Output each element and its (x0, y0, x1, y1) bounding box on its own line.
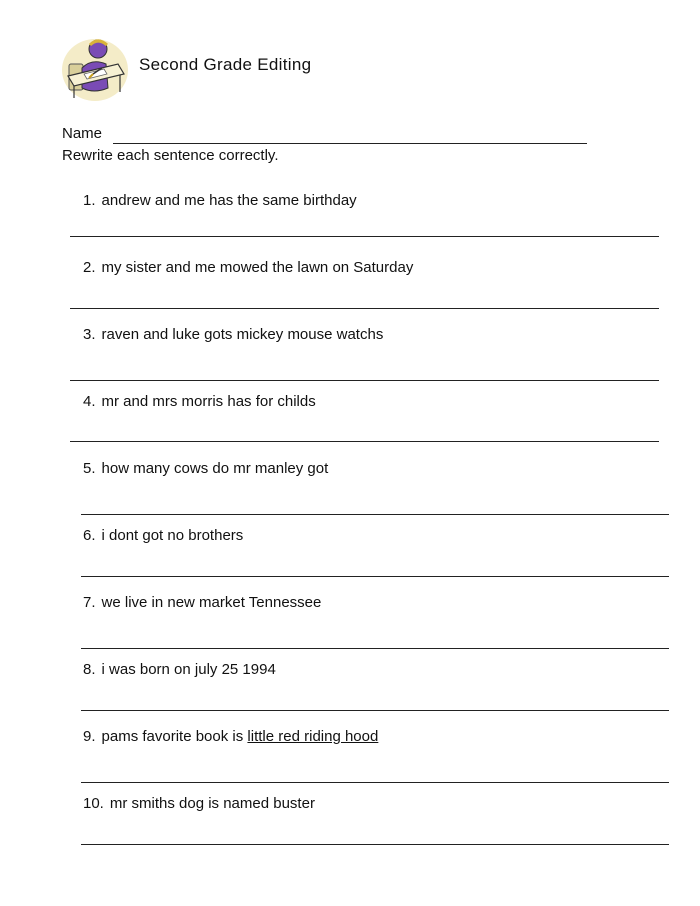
item-number: 7. (83, 594, 96, 611)
sentence-item (83, 259, 413, 276)
sentence-item (83, 594, 321, 611)
item-number: 9. (83, 728, 96, 745)
answer-line[interactable] (70, 380, 659, 381)
answer-line[interactable] (70, 441, 659, 442)
sentence-text: we live in new market Tennessee (101, 594, 322, 611)
instructions: Rewrite each sentence correctly. (62, 147, 279, 164)
item-number: 1. (83, 192, 96, 209)
answer-line[interactable] (81, 648, 669, 649)
answer-line[interactable] (70, 236, 659, 237)
sentence-text: raven and luke gots mickey mouse watchs (101, 326, 384, 343)
sentence-text: i dont got no brothers (101, 527, 244, 544)
sentence-item (83, 795, 315, 812)
name-answer-line[interactable] (113, 143, 587, 144)
sentence-text: mr smiths dog is named buster (109, 795, 315, 812)
answer-line[interactable] (81, 576, 669, 577)
underlined-book-title: little red riding hood (247, 728, 379, 745)
sentence-item (83, 192, 357, 209)
answer-line[interactable] (70, 308, 659, 309)
answer-line[interactable] (81, 710, 669, 711)
sentence-item (83, 460, 328, 477)
sentence-text: i was born on july 25 1994 (101, 661, 276, 678)
item-number: 3. (83, 326, 96, 343)
item-number: 4. (83, 393, 96, 410)
sentence-text: how many cows do mr manley got (101, 460, 329, 477)
sentence-text: mr and mrs morris has for childs (101, 393, 316, 410)
item-number: 8. (83, 661, 96, 678)
item-number: 5. (83, 460, 96, 477)
sentence-text: my sister and me mowed the lawn on Saturday (101, 259, 414, 276)
sentence-text: pams favorite book is (101, 728, 248, 745)
answer-line[interactable] (81, 514, 669, 515)
child-at-desk-clipart (60, 34, 130, 102)
sentence-item (83, 393, 316, 410)
sentence-item (83, 728, 378, 745)
item-number: 2. (83, 259, 96, 276)
sentence-item (83, 326, 383, 343)
item-number: 10. (83, 795, 104, 812)
sentence-item (83, 661, 276, 678)
answer-line[interactable] (81, 844, 669, 845)
sentence-item (83, 527, 243, 544)
answer-line[interactable] (81, 782, 669, 783)
name-label: Name (62, 125, 103, 142)
sentence-text: andrew and me has the same birthday (101, 192, 357, 209)
item-number: 6. (83, 527, 96, 544)
worksheet-title: Second Grade Editing (139, 55, 312, 74)
